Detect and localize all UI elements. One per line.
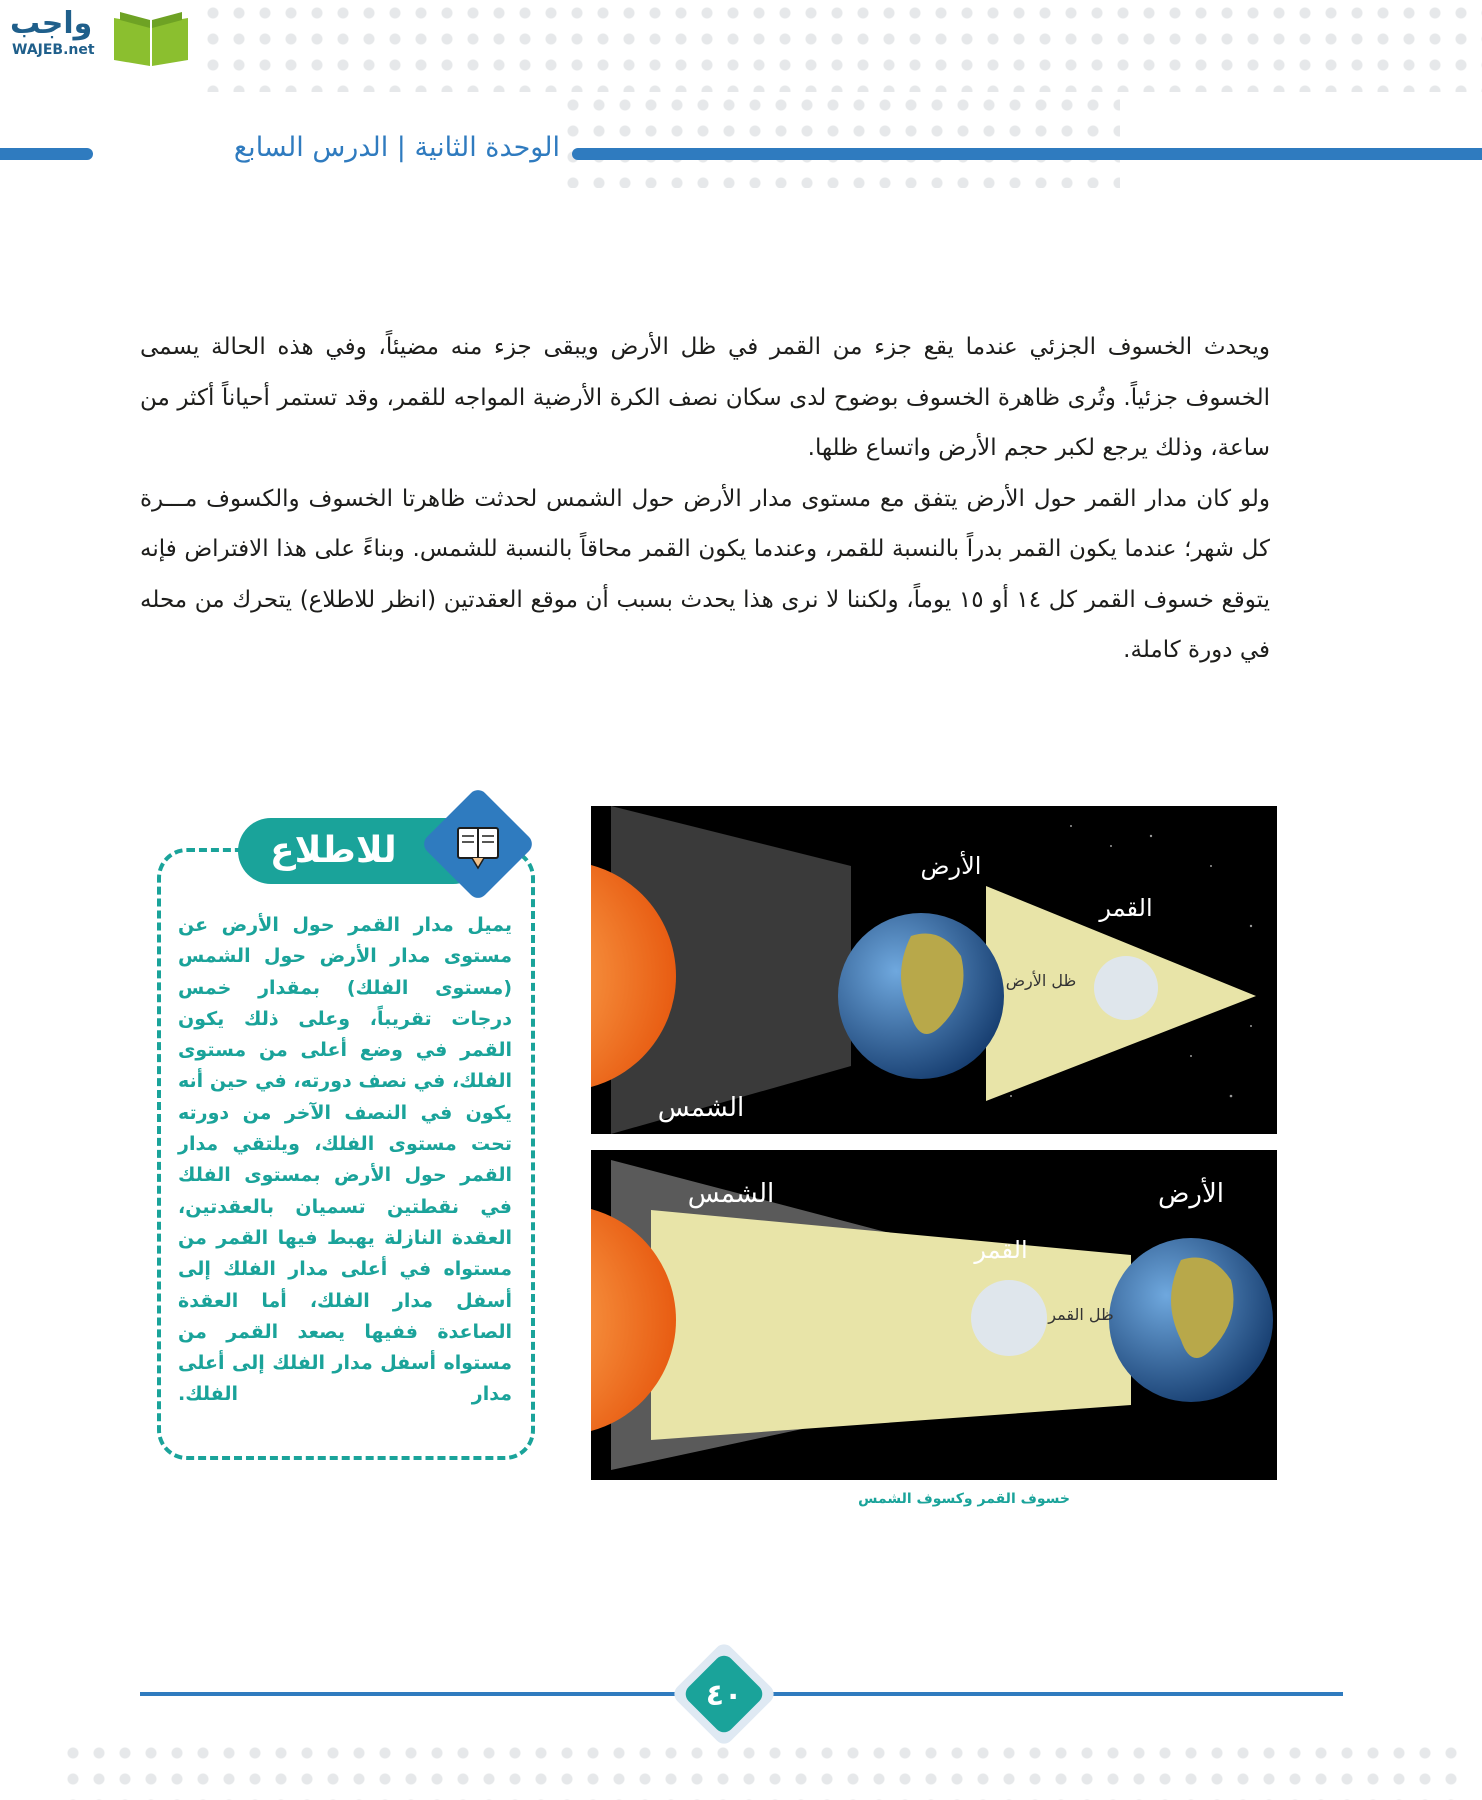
body-text [140, 322, 1270, 676]
footer-line-left [140, 1692, 685, 1696]
paragraph-orbit: ولو كان مدار القمر حول الأرض يتفق مع مستوى مدار الأرض حول الشمس لحدثت ظاهرتا الخسوف والكسوف مـــرة كل شهر؛ عندما يكون القمر بدراً بالنسبة للقمر، وعندما يكون القمر محاقاً بالنسبة للشمس. وبناءً على هذا الافتراض فإنه يتوقع خسوف القمر كل ١٤ أو ١٥ يوماً، ولكننا لا نرى هذا يحدث بسبب أن موقع العقدتين (انظر للاطلاع) يتحرك من محله في دورة كاملة. [140, 485, 1270, 663]
paragraph-partial-eclipse: ويحدث الخسوف الجزئي عندما يقع جزء من القمر في ظل الأرض ويبقى جزء منه مضيئاً، وفي هذه الحالة يسمى الخسوف جزئياً. وتُرى ظاهرة الخسوف بوضوح لدى سكان نصف الكرة الأرضية المواجه للقمر، وقد تستمر أحياناً أكثر من ساعة، وذلك يرجع لكبر حجم الأرض واتساع ظلها. [140, 334, 1270, 461]
label-sun: الشمس [657, 1093, 745, 1123]
info-box-title: للاطلاع [238, 818, 486, 884]
label-sun: الشمس [687, 1179, 775, 1209]
header-dot-pattern [200, 0, 1482, 92]
moon-shape [1094, 956, 1158, 1020]
footer-dot-pattern [60, 1740, 1460, 1800]
lunar-eclipse-diagram [591, 806, 1277, 1134]
label-moon-shadow: ظل القمر [1048, 1305, 1114, 1324]
moon-shape [971, 1280, 1047, 1356]
sunlight-cone [651, 1210, 1131, 1440]
header-bar-left [0, 148, 93, 160]
logo-latin: WAJEB.net [12, 42, 95, 58]
footer-line-right [763, 1692, 1343, 1696]
header-bar-right [572, 148, 1482, 160]
reading-book-icon [448, 814, 508, 874]
info-box-text: يميل مدار القمر حول الأرض عن مستوى مدار الأرض حول الشمس (مستوى الفلك) بمقدار خمس درجات تقريباً، وعلى ذلك يكون القمر في وضع أعلى من مستوى الفلك، في نصف دورته، في حين أنه يكون في النصف الآخر من دورته تحت مستوى الفلك، ويلتقي مدار القمر حول الأرض بمستوى الفلك في نقطتين تسميان بالعقدتين، العقدة النازلة يهبط فيها القمر من مستواه في أعلى مدار الفلك إلى أسفل مدار الفلك، أما العقدة الصاعدة ففيها يصعد القمر من مستواه أسفل مدار الفلك إلى أعلى مدار الفلك. [178, 914, 512, 1406]
wajeb-logo [10, 6, 190, 70]
header-dot-pattern-2 [560, 92, 1120, 188]
page-number: ٤٠ [705, 1678, 743, 1713]
label-earth-shadow: ظل الأرض [1005, 971, 1077, 990]
book-icon [110, 8, 192, 68]
label-moon: القمر [974, 1236, 1028, 1264]
solar-eclipse-diagram [591, 1150, 1277, 1480]
label-earth: الأرض [1157, 1179, 1225, 1209]
unit-lesson-title: الوحدة الثانية | الدرس السابع [233, 132, 560, 163]
figure-caption: خسوف القمر وكسوف الشمس [858, 1491, 1070, 1507]
label-moon: القمر [1099, 894, 1153, 922]
label-earth: الأرض [920, 852, 982, 880]
logo-arabic: واجب [10, 6, 93, 41]
